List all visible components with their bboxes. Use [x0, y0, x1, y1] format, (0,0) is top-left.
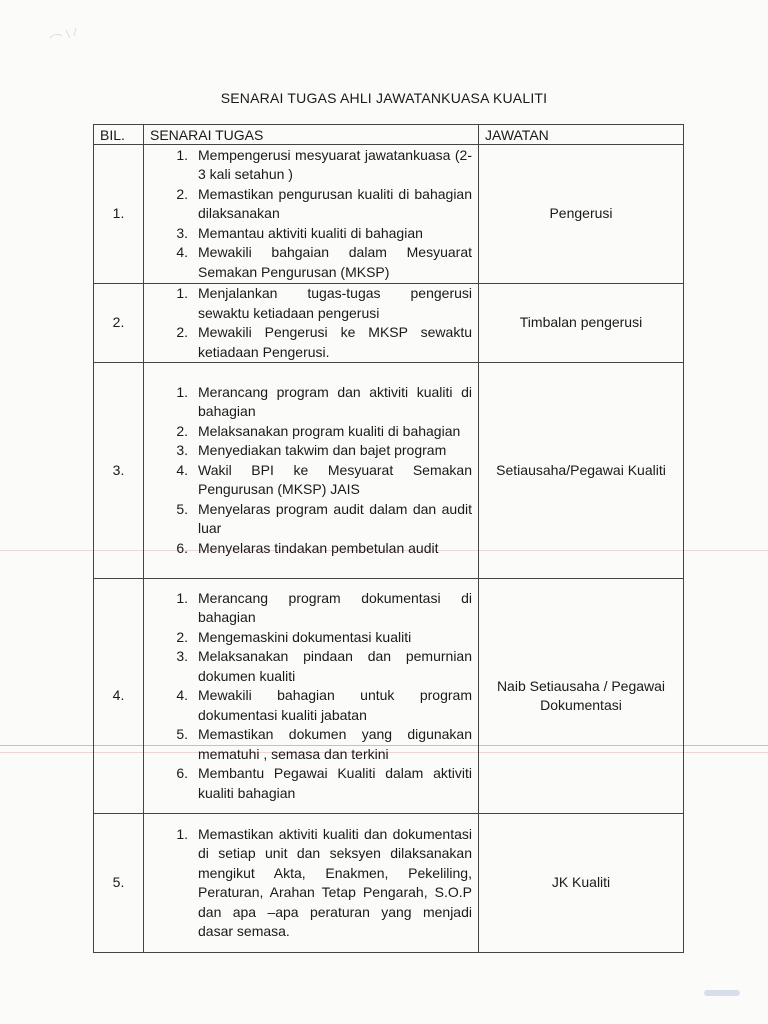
duty-number: 2. — [176, 422, 188, 439]
duty-number: 5. — [176, 726, 188, 743]
position-cell: JK Kualiti — [479, 814, 684, 953]
duty-number: 3. — [176, 224, 188, 241]
duty-item — [144, 422, 472, 442]
duty-text: Menyelaras program audit dalam dan audit luar — [198, 500, 472, 537]
duty-number: 2. — [176, 324, 188, 340]
duty-list — [144, 383, 472, 559]
duty-item — [144, 461, 472, 500]
document-title: SENARAI TUGAS AHLI JAWATANKUASA KUALITI — [220, 90, 548, 106]
duty-text: Mengemaskini dokumentasi kualiti — [198, 628, 412, 645]
duty-item — [144, 539, 472, 559]
header-number: BIL. — [94, 125, 144, 145]
duty-list — [144, 589, 472, 804]
duties-table — [93, 124, 684, 953]
duty-cell — [144, 363, 479, 579]
position-cell: Naib Setiausaha / Pegawai Dokumentasi — [479, 579, 684, 814]
table-row — [94, 145, 684, 284]
duty-text: Mewakili Pengerusi ke MKSP sewaktu ketiadaan Pengerusi. — [198, 324, 472, 360]
duty-list — [144, 146, 472, 283]
row-number: 2. — [94, 284, 144, 363]
duty-number: 2. — [176, 628, 188, 645]
duty-text: Menyelaras tindakan pembetulan audit — [198, 539, 439, 556]
duty-item — [144, 725, 472, 764]
duty-item — [144, 146, 472, 185]
duty-item — [144, 686, 472, 725]
duty-text: Memastikan aktiviti kualiti dan dokumentasi di setiap unit dan seksyen dilaksanakan mengikut Akta, Enakmen, Pekeliling, Peraturan, Arahan Tetap Pengarah, S.O.P dan apa –apa peraturan yang menjadi dasar semasa. — [198, 825, 472, 939]
duty-item — [144, 383, 472, 422]
duty-item — [144, 323, 472, 362]
duty-item — [144, 500, 472, 539]
position-cell: Setiausaha/Pegawai Kualiti — [479, 363, 684, 579]
duty-number: 2. — [176, 185, 188, 202]
duty-item — [144, 647, 472, 686]
position-cell: Pengerusi — [479, 145, 684, 284]
scan-artifact — [48, 24, 108, 44]
duty-item — [144, 224, 472, 244]
duty-item — [144, 628, 472, 648]
duty-text: Merancang program dan aktiviti kualiti di bahagian — [198, 383, 472, 420]
table-row — [94, 579, 684, 814]
row-number: 4. — [94, 579, 144, 814]
duty-list — [144, 825, 472, 942]
duty-text: Menjalankan tugas-tugas pengerusi sewaktu ketiadaan pengerusi — [198, 285, 472, 321]
duty-number: 1. — [176, 285, 188, 301]
duty-number: 5. — [176, 500, 188, 517]
duty-item — [144, 243, 472, 282]
duty-cell — [144, 579, 479, 814]
duty-text: Memantau aktiviti kualiti di bahagian — [198, 224, 423, 241]
duty-text: Wakil BPI ke Mesyuarat Semakan Pengurusan (MKSP) JAIS — [198, 461, 472, 498]
duty-number: 4. — [176, 244, 188, 261]
duty-number: 1. — [176, 825, 188, 842]
duty-text: Memastikan pengurusan kualiti di bahagian dilaksanakan — [198, 185, 472, 222]
duty-text: Melaksanakan program kualiti di bahagian — [198, 422, 461, 439]
header-position: JAWATAN — [479, 125, 684, 145]
scan-smudge — [704, 990, 740, 996]
duty-item — [144, 589, 472, 628]
duty-text: Mempengerusi mesyuarat jawatankuasa (2-3 kali setahun ) — [198, 146, 472, 183]
duty-list — [144, 284, 472, 362]
row-number: 1. — [94, 145, 144, 284]
row-number: 5. — [94, 814, 144, 953]
duty-number: 4. — [176, 687, 188, 704]
table-header-row — [94, 125, 684, 145]
duty-item — [144, 764, 472, 803]
duty-cell — [144, 284, 479, 363]
duty-text: Memastikan dokumen yang digunakan mematuhi , semasa dan terkini — [198, 726, 472, 762]
table-row — [94, 284, 684, 363]
duty-item — [144, 441, 472, 461]
duty-text: Melaksanakan pindaan dan pemurnian dokumen kualiti — [198, 648, 472, 684]
duty-item — [144, 185, 472, 224]
duty-item — [144, 825, 472, 942]
duty-cell — [144, 145, 479, 284]
duty-text: Merancang program dokumentasi di bahagian — [198, 589, 472, 626]
duty-text: Mewakili bahgaian dalam Mesyuarat Semakan Pengurusan (MKSP) — [198, 244, 472, 280]
duty-text: Membantu Pegawai Kualiti dalam aktiviti kualiti bahagian — [198, 765, 472, 801]
duty-number: 3. — [176, 442, 188, 459]
row-number: 3. — [94, 363, 144, 579]
duty-number: 1. — [176, 383, 188, 400]
duty-number: 1. — [176, 146, 188, 163]
duty-number: 6. — [176, 765, 188, 782]
header-duties: SENARAI TUGAS — [144, 125, 479, 145]
duty-item — [144, 284, 472, 323]
table-row — [94, 363, 684, 579]
duty-number: 1. — [176, 589, 188, 606]
duty-number: 6. — [176, 539, 188, 556]
position-cell: Timbalan pengerusi — [479, 284, 684, 363]
duty-cell — [144, 814, 479, 953]
table-row — [94, 814, 684, 953]
duty-text: Menyediakan takwim dan bajet program — [198, 442, 447, 459]
duty-text: Mewakili bahagian untuk program dokumentasi kualiti jabatan — [198, 687, 472, 723]
duty-number: 4. — [176, 461, 188, 478]
duty-number: 3. — [176, 648, 188, 665]
